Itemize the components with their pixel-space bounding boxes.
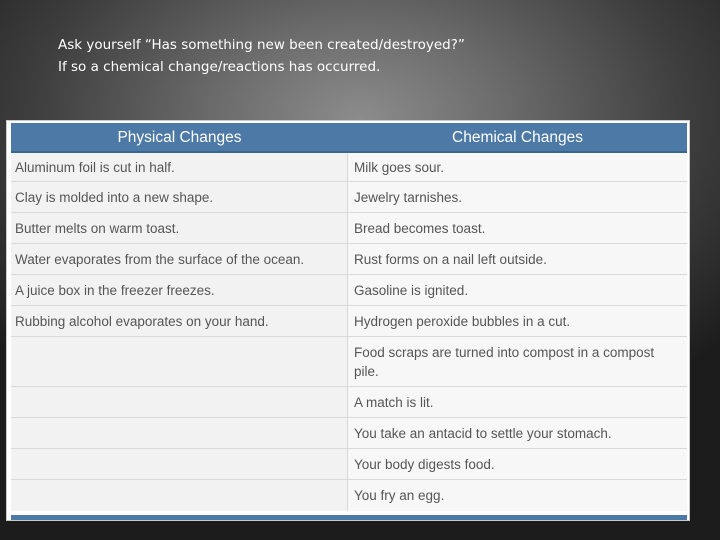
table-row (11, 182, 687, 213)
table-bottom-bar (11, 515, 687, 520)
table-row (11, 337, 687, 387)
chemical-change-cell: Bread becomes toast. (348, 213, 687, 243)
table-row (11, 244, 687, 275)
table-row (11, 480, 687, 511)
physical-change-cell: Aluminum foil is cut in half. (11, 153, 348, 181)
header-chemical-changes: Chemical Changes (452, 129, 583, 146)
chemical-change-cell: Your body digests food. (348, 449, 687, 479)
chemical-change-cell: Food scraps are turned into compost in a compost pile. (348, 337, 687, 386)
chemical-change-cell: Hydrogen peroxide bubbles in a cut. (348, 306, 687, 336)
table-header-row (11, 123, 687, 153)
physical-change-cell (11, 449, 348, 479)
table-row (11, 275, 687, 306)
physical-change-cell (11, 480, 348, 511)
physical-change-cell: Butter melts on warm toast. (11, 213, 348, 243)
changes-table (11, 123, 687, 520)
table-row (11, 153, 687, 182)
table-row (11, 213, 687, 244)
chemical-change-cell: You take an antacid to settle your stomach. (348, 418, 687, 448)
table-row (11, 449, 687, 480)
table-row (11, 418, 687, 449)
changes-table-frame (6, 120, 690, 521)
physical-change-cell: Rubbing alcohol evaporates on your hand. (11, 306, 348, 336)
chemical-change-cell: Jewelry tarnishes. (348, 182, 687, 212)
chemical-change-cell: You fry an egg. (348, 480, 687, 511)
prompt-line-1: Ask yourself “Has something new been created/destroyed?” (58, 37, 465, 53)
physical-change-cell: Water evaporates from the surface of the ocean. (11, 244, 348, 274)
chemical-change-cell: Gasoline is ignited. (348, 275, 687, 305)
chemical-change-cell: Rust forms on a nail left outside. (348, 244, 687, 274)
physical-change-cell (11, 387, 348, 417)
physical-change-cell (11, 337, 348, 386)
header-physical-changes: Physical Changes (117, 129, 242, 146)
chemical-change-cell: A match is lit. (348, 387, 687, 417)
table-row (11, 387, 687, 418)
table-row (11, 306, 687, 337)
chemical-change-cell: Milk goes sour. (348, 153, 687, 181)
physical-change-cell: Clay is molded into a new shape. (11, 182, 348, 212)
prompt-line-2: If so a chemical change/reactions has occurred. (58, 59, 381, 75)
slide-prompt (58, 34, 678, 78)
physical-change-cell (11, 418, 348, 448)
physical-change-cell: A juice box in the freezer freezes. (11, 275, 348, 305)
